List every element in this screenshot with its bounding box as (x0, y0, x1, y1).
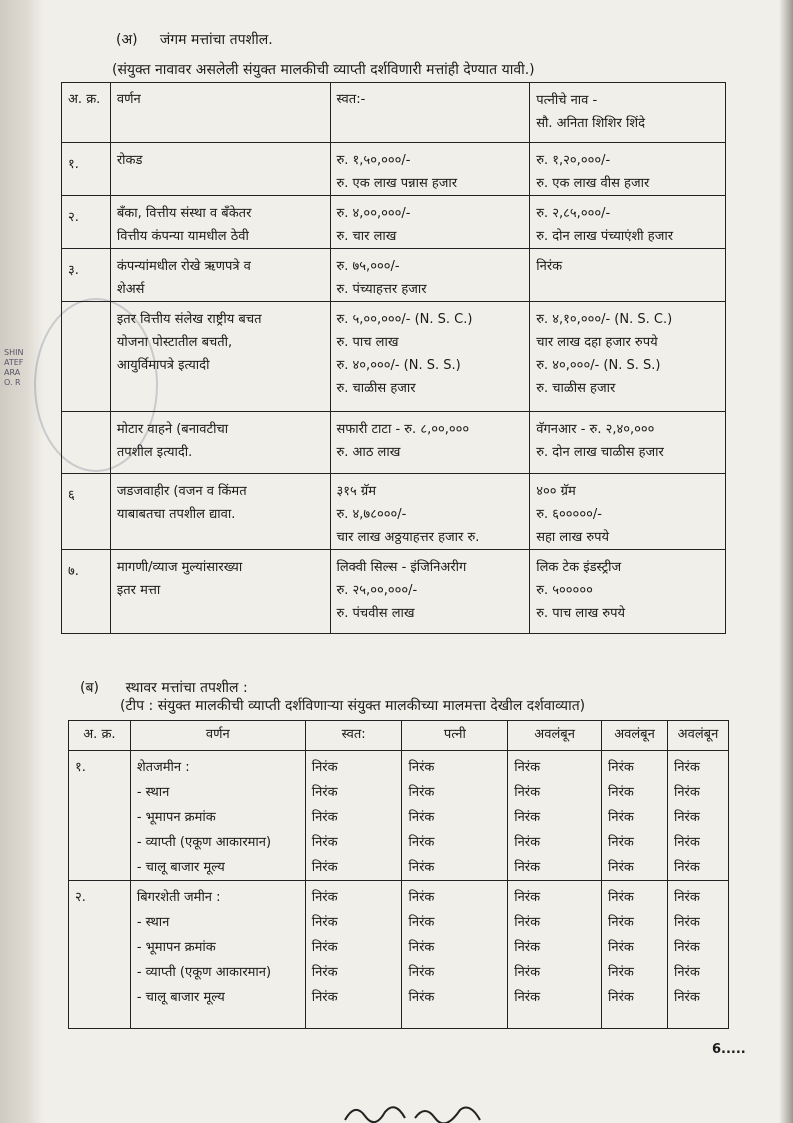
table-row (62, 302, 726, 412)
nil-value: निरंक (514, 860, 541, 875)
nil-value: निरंक (673, 915, 700, 930)
spouse-value-line: ४०० ग्रॅम (536, 484, 576, 499)
header-col-6: अवलंबून (667, 721, 728, 751)
handwritten-signature (340, 1098, 500, 1123)
row-sr-value: १. (68, 157, 79, 172)
section-a-heading (116, 30, 273, 49)
nil-value: निरंक (673, 860, 700, 875)
self-value-line: ३१५ ग्रॅम (336, 484, 377, 499)
row-sr (62, 143, 111, 196)
nil-value: निरंक (608, 760, 634, 775)
value-col-0 (305, 881, 402, 1029)
margin-stamp-text: ARA (4, 368, 21, 377)
nil-value: निरंक (514, 785, 541, 800)
section-b-title: स्थावर मत्तांचा तपशील : (125, 680, 248, 696)
row-spouse-value (530, 550, 726, 634)
self-value-line: सफारी टाटा - रु. ८,००,००० (336, 422, 470, 437)
row-spouse-value (530, 302, 726, 412)
immovable-assets-table (68, 720, 729, 1029)
header-self: स्वत:- (330, 83, 530, 143)
self-value-line: रु. आठ लाख (336, 445, 401, 460)
nil-value: निरंक (408, 890, 435, 905)
row-sr (62, 249, 111, 302)
section-a-note: (संयुक्त नावावर असलेली संयुक्त मालकीची व्याप्ती दर्शविणारी मत्तांही देण्यात यावी.) (112, 62, 535, 78)
table-row (69, 881, 729, 1029)
value-col-2 (508, 751, 602, 881)
nil-value: निरंक (311, 940, 338, 955)
spouse-value-line: लिक टेक इंडस्ट्रीज (536, 560, 622, 575)
row-self-value (330, 550, 530, 634)
header-spouse (530, 83, 726, 143)
margin-stamp-text: O. R (4, 378, 21, 387)
self-value-line: रु. ४,००,०००/- (336, 206, 411, 221)
scan-right-edge (779, 0, 793, 1123)
header-sr: अ. क्र. (62, 83, 111, 143)
description-line: शेअर्स (116, 282, 145, 297)
spouse-value-line: रु. ४०,०००/- (N. S. S.) (536, 358, 661, 373)
nil-value: निरंक (608, 785, 634, 800)
nil-value: निरंक (311, 860, 338, 875)
value-col-3 (602, 751, 668, 881)
nil-value: निरंक (673, 785, 700, 800)
item-line: शेतजमीन : (136, 760, 190, 775)
item-line: - व्याप्ती (एकूण आकारमान) (136, 965, 272, 980)
spouse-value-line: रु. एक लाख वीस हजार (536, 176, 650, 191)
header-col-0: अ. क्र. (69, 721, 131, 751)
nil-value: निरंक (608, 890, 634, 905)
header-description: वर्णन (110, 83, 330, 143)
item-line: - स्थान (136, 785, 170, 800)
header-col-4: अवलंबून (508, 721, 602, 751)
nil-value: निरंक (311, 835, 338, 850)
row-description (110, 412, 330, 474)
nil-value: निरंक (408, 810, 435, 825)
description-line: आयुर्विमापत्रे इत्यादी (116, 358, 210, 373)
header-col-3: पत्नी (402, 721, 508, 751)
nil-value: निरंक (608, 940, 634, 955)
nil-value: निरंक (514, 940, 541, 955)
nil-value: निरंक (673, 890, 700, 905)
spouse-value-line: रु. २,८५,०००/- (536, 206, 611, 221)
nil-value: निरंक (514, 965, 541, 980)
spouse-value-line: रु. दोन लाख चाळीस हजार (536, 445, 664, 460)
nil-value: निरंक (673, 760, 700, 775)
row-self-value (330, 196, 530, 249)
row-sr (69, 751, 131, 881)
spouse-value-line: वॅगनआर - रु. २,४०,००० (536, 422, 655, 437)
description-line: इतर वित्तीय संलेख राष्ट्रीय बचत (116, 312, 262, 327)
row-spouse-value (530, 412, 726, 474)
table-row (62, 550, 726, 634)
value-col-0 (305, 751, 402, 881)
table-row (69, 751, 729, 881)
description-line: जडजवाहीर (वजन व किंमत (116, 484, 247, 499)
self-value-line: लिक्वी सिल्स - इंजिनिअरीग (336, 560, 467, 575)
nil-value: निरंक (514, 810, 541, 825)
nil-value: निरंक (673, 965, 700, 980)
row-description (110, 196, 330, 249)
row-sr-value: ६ (68, 488, 75, 503)
page-number: 6..... (712, 1042, 746, 1057)
description-line: मागणी/व्याज मुल्यांसारख्या (116, 560, 243, 575)
header-spouse-line1: पत्नीचे नाव - (536, 93, 598, 108)
description-line: बँका, वित्तीय संस्था व बँकेतर (116, 206, 252, 221)
row-items (130, 751, 305, 881)
row-self-value (330, 249, 530, 302)
row-self-value (330, 474, 530, 550)
nil-value: निरंक (311, 965, 338, 980)
item-line: - चालू बाजार मूल्य (136, 860, 225, 875)
nil-value: निरंक (408, 940, 435, 955)
nil-value: निरंक (514, 890, 541, 905)
nil-value: निरंक (311, 760, 338, 775)
nil-value: निरंक (408, 915, 435, 930)
table-row (62, 196, 726, 249)
self-value-line: रु. १,५०,०००/- (336, 153, 411, 168)
nil-value: निरंक (673, 990, 700, 1005)
margin-stamp-text: SHIN (4, 348, 24, 357)
row-description (110, 550, 330, 634)
nil-value: निरंक (408, 860, 435, 875)
description-line: वित्तीय कंपन्या यामधील ठेवी (116, 229, 249, 244)
nil-value: निरंक (608, 860, 634, 875)
table-row (62, 412, 726, 474)
row-sr-value: १. (75, 760, 86, 775)
value-col-3 (602, 881, 668, 1029)
description-line: रोकड (116, 153, 143, 168)
row-sr (62, 474, 111, 550)
nil-value: निरंक (514, 835, 541, 850)
value-col-2 (508, 881, 602, 1029)
nil-value: निरंक (311, 915, 338, 930)
item-line: - चालू बाजार मूल्य (136, 990, 225, 1005)
self-value-line: रु. चाळीस हजार (336, 381, 416, 396)
spouse-value-line: रु. ५००००० (536, 583, 593, 598)
value-col-4 (667, 751, 728, 881)
row-description (110, 249, 330, 302)
self-value-line: रु. ४,७८०००/- (336, 507, 407, 522)
row-sr (62, 196, 111, 249)
row-sr (62, 412, 111, 474)
description-line: तपशील इत्यादी. (116, 445, 193, 460)
row-description (110, 474, 330, 550)
nil-value: निरंक (514, 915, 541, 930)
nil-value: निरंक (408, 835, 435, 850)
spouse-value-line: रु. दोन लाख पंच्याएंशी हजार (536, 229, 674, 244)
nil-value: निरंक (514, 990, 541, 1005)
description-line: इतर मत्ता (116, 583, 161, 598)
row-sr (62, 550, 111, 634)
item-line: - स्थान (136, 915, 170, 930)
section-a-prefix: (अ) (116, 32, 138, 48)
header-col-5: अवलंबून (602, 721, 668, 751)
spouse-value-line: सहा लाख रुपये (536, 530, 610, 545)
row-self-value (330, 412, 530, 474)
margin-stamp-text: ATEF (4, 358, 24, 367)
row-sr (62, 302, 111, 412)
self-value-line: रु. चार लाख (336, 229, 397, 244)
row-self-value (330, 143, 530, 196)
nil-value: निरंक (673, 835, 700, 850)
nil-value: निरंक (311, 990, 338, 1005)
description-line: योजना पोस्टातील बचती, (116, 335, 233, 350)
description-line: याबाबतचा तपशील द्यावा. (116, 507, 236, 522)
description-line: मोटार वाहने (बनावटीचा (116, 422, 229, 437)
header-spouse-line2: सौ. अनिता शिशिर शिंदे (536, 116, 646, 131)
item-line: - भूमापन क्रमांक (136, 810, 216, 825)
row-items (130, 881, 305, 1029)
row-description (110, 302, 330, 412)
description-line: कंपन्यांमधील रोखे ऋणपत्रे व (116, 259, 251, 274)
row-sr-value: २. (68, 210, 79, 225)
spouse-value-line: रु. पाच लाख रुपये (536, 606, 626, 621)
spouse-value-line: निरंक (536, 259, 563, 274)
section-b-note: (टीप : संयुक्त मालकीची व्याप्ती दर्शविणाऱ्या संयुक्त मालकीच्या मालमत्ता देखील दर्शवाव्यात) (120, 698, 586, 714)
item-line: - व्याप्ती (एकूण आकारमान) (136, 835, 272, 850)
nil-value: निरंक (608, 990, 634, 1005)
nil-value: निरंक (608, 915, 634, 930)
item-line: बिगरशेती जमीन : (136, 890, 221, 905)
row-sr (69, 881, 131, 1029)
nil-value: निरंक (408, 785, 435, 800)
self-value-line: चार लाख अठ्ठयाहत्तर हजार रु. (336, 530, 480, 545)
self-value-line: रु. पाच लाख (336, 335, 399, 350)
spouse-value-line: रु. ४,१०,०००/- (N. S. C.) (536, 312, 673, 327)
row-spouse-value (530, 196, 726, 249)
nil-value: निरंक (408, 965, 435, 980)
value-col-4 (667, 881, 728, 1029)
nil-value: निरंक (311, 890, 338, 905)
spouse-value-line: रु. १,२०,०००/- (536, 153, 611, 168)
nil-value: निरंक (608, 835, 634, 850)
nil-value: निरंक (608, 810, 634, 825)
margin-stamp (0, 300, 44, 490)
spouse-value-line: रु. ६०००००/- (536, 507, 602, 522)
nil-value: निरंक (608, 965, 634, 980)
nil-value: निरंक (408, 760, 435, 775)
nil-value: निरंक (514, 760, 541, 775)
row-description (110, 143, 330, 196)
item-line: - भूमापन क्रमांक (136, 940, 216, 955)
row-sr-value: ७. (68, 564, 79, 579)
self-value-line: रु. ५,००,०००/- (N. S. C.) (336, 312, 473, 327)
self-value-line: रु. एक लाख पन्नास हजार (336, 176, 458, 191)
table-header-row (62, 83, 726, 143)
header-col-1: वर्णन (130, 721, 305, 751)
scan-left-margin (0, 0, 44, 1123)
self-value-line: रु. पंचवीस लाख (336, 606, 415, 621)
row-self-value (330, 302, 530, 412)
section-b-prefix: (ब) (80, 680, 99, 696)
spouse-value-line: चार लाख दहा हजार रुपये (536, 335, 658, 350)
self-value-line: रु. पंच्याहत्तर हजार (336, 282, 427, 297)
section-a-title: जंगम मत्तांचा तपशील. (159, 32, 273, 48)
nil-value: निरंक (311, 785, 338, 800)
nil-value: निरंक (408, 990, 435, 1005)
section-b-heading (80, 678, 248, 697)
table-row (62, 474, 726, 550)
self-value-line: रु. ७५,०००/- (336, 259, 400, 274)
row-sr-value: २. (75, 890, 86, 905)
movable-assets-table (61, 82, 726, 634)
nil-value: निरंक (673, 810, 700, 825)
row-spouse-value (530, 249, 726, 302)
nil-value: निरंक (311, 810, 338, 825)
row-spouse-value (530, 474, 726, 550)
value-col-1 (402, 751, 508, 881)
table-row (62, 143, 726, 196)
self-value-line: रु. २५,००,०००/- (336, 583, 418, 598)
row-sr-value: ३. (68, 263, 79, 278)
row-spouse-value (530, 143, 726, 196)
header-col-2: स्वत: (305, 721, 402, 751)
nil-value: निरंक (673, 940, 700, 955)
self-value-line: रु. ४०,०००/- (N. S. S.) (336, 358, 461, 373)
table-row (62, 249, 726, 302)
spouse-value-line: रु. चाळीस हजार (536, 381, 616, 396)
value-col-1 (402, 881, 508, 1029)
table-header-row (69, 721, 729, 751)
